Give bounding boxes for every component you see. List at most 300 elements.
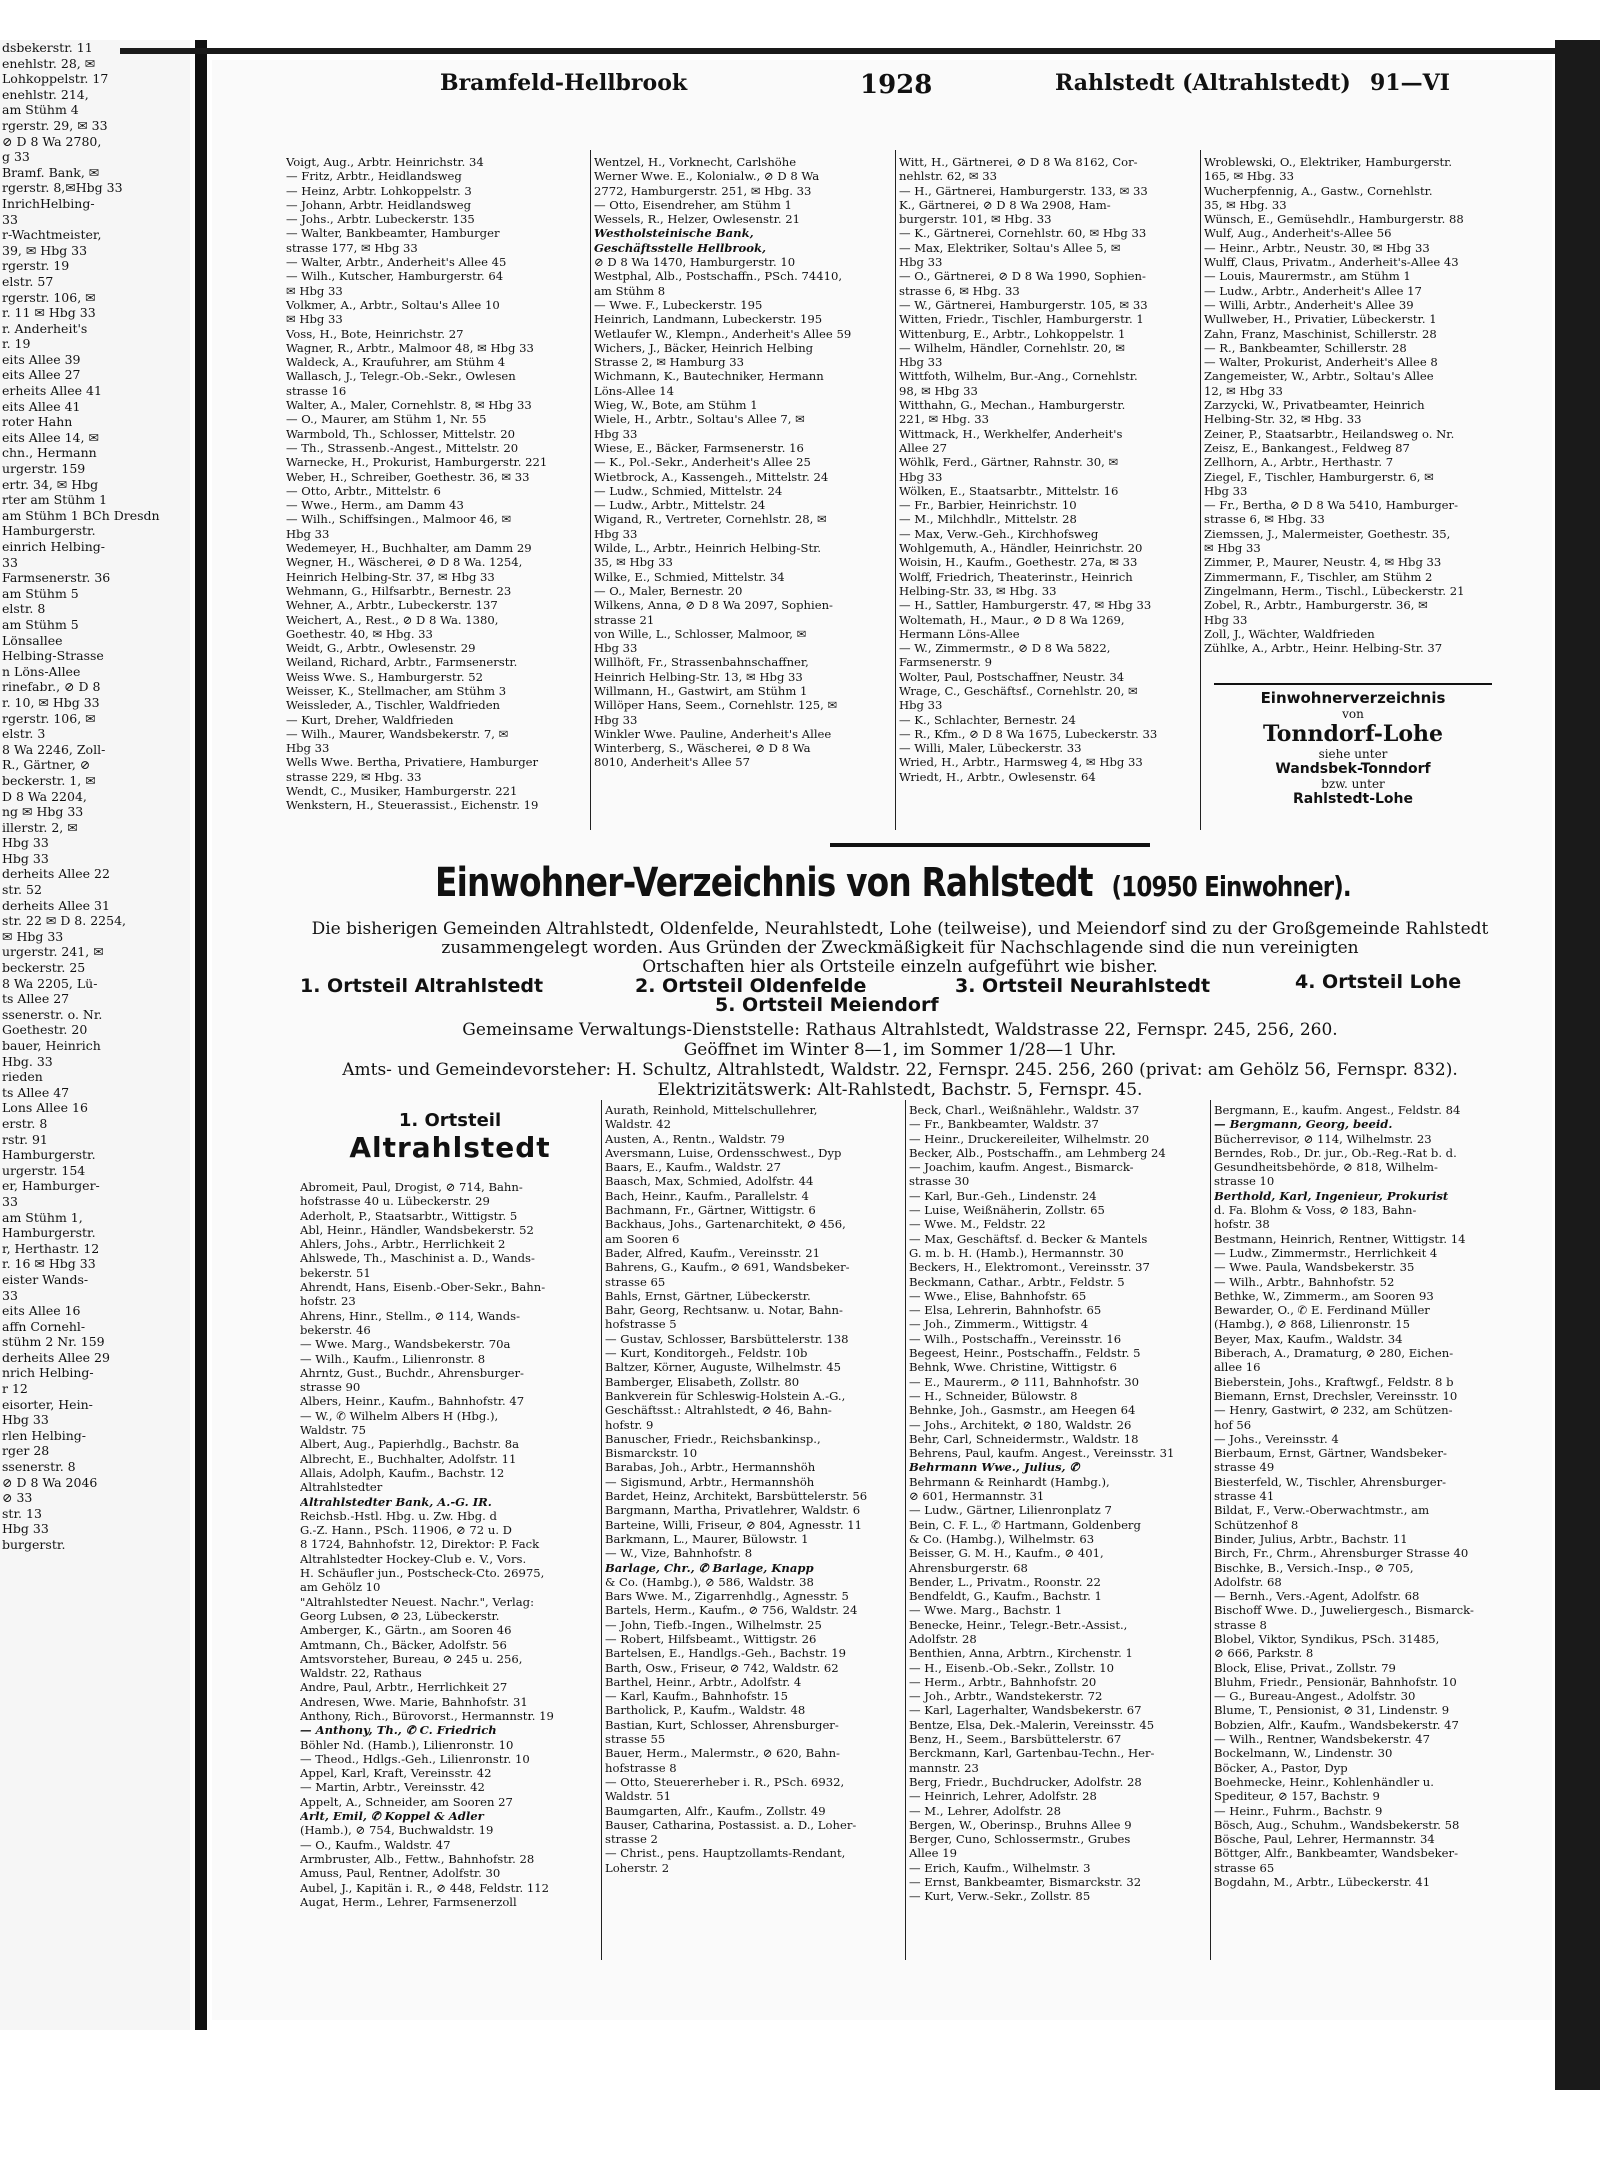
directory-entry-line: Loherstr. 2	[605, 1860, 670, 1875]
lower-column-4	[1214, 1103, 1510, 1963]
directory-entry-line: Behrmann & Reinhardt (Hambg.),	[909, 1474, 1110, 1489]
directory-entry-line: Wried, H., Arbtr., Harmsweg 4, ✉ Hbg 33	[899, 755, 1143, 770]
directory-entry-line: Albrecht, E., Buchhalter, Adolfstr. 11	[300, 1451, 517, 1466]
directory-entry-line: Helbing-Strasse	[2, 648, 104, 664]
directory-entry-line: strasse 8	[1214, 1617, 1267, 1632]
directory-entry-line: Bösche, Paul, Lehrer, Hermannstr. 34	[1214, 1832, 1435, 1847]
directory-entry-line: Bauser, Catharina, Postassist. a. D., Loher-	[605, 1817, 857, 1832]
column-divider	[1200, 150, 1201, 830]
directory-entry-line: R., Gärtner, ⊘	[2, 757, 91, 773]
directory-entry-line: Waldstr. 42	[605, 1117, 671, 1132]
directory-entry-line: Geschäftsst.: Altrahlstedt, ⊘ 46, Bahn-	[605, 1403, 832, 1418]
directory-entry-line: Böcker, A., Pastor, Dyp	[1214, 1760, 1348, 1775]
directory-entry-line: strasse 49	[1214, 1460, 1275, 1475]
directory-entry-line: 33	[2, 1287, 18, 1303]
directory-entry-line: Wigand, R., Vertreter, Cornehlstr. 28, ✉	[594, 512, 827, 527]
directory-entry-line: Wichmann, K., Bautechniker, Hermann	[594, 369, 824, 384]
directory-entry-line: Birch, Fr., Chrm., Ahrensburger Strasse 40	[1214, 1546, 1469, 1561]
directory-entry-line: — Wwe. Marg., Bachstr. 1	[909, 1603, 1063, 1618]
directory-entry-line: burgerstr. 101, ✉ Hbg. 33	[899, 212, 1052, 227]
directory-entry-line: Wulff, Claus, Privatm., Anderheit's-Allee 43	[1204, 255, 1459, 270]
directory-entry-line: ng ✉ Hbg 33	[2, 804, 84, 820]
directory-entry-line: Warnecke, H., Prokurist, Hamburgerstr. 221	[286, 455, 548, 470]
directory-entry-line: Gesundheitsbehörde, ⊘ 818, Wilhelm-	[1214, 1160, 1438, 1175]
directory-entry-line: (Hambg.), ⊘ 868, Lilienronstr. 15	[1214, 1317, 1411, 1332]
directory-entry-line: — Walter, Bankbeamter, Hamburger	[286, 226, 500, 241]
directory-entry-line: Böttger, Alfr., Bankbeamter, Wandsbeker-	[1214, 1846, 1458, 1861]
directory-entry-line: Geschäftsstelle Hellbrook,	[594, 240, 767, 255]
directory-entry-line: Lons Allee 16	[2, 1100, 88, 1116]
directory-entry-line: Bismarckstr. 10	[605, 1446, 698, 1461]
directory-entry-line: — Wilh., Kaufm., Lilienronstr. 8	[300, 1351, 486, 1366]
directory-entry-line: rgerstr. 29, ✉ 33	[2, 117, 108, 133]
directory-entry-line: ssenerstr. 8	[2, 1459, 76, 1475]
directory-entry-line: Beyer, Max, Kaufm., Waldstr. 34	[1214, 1331, 1403, 1346]
directory-entry-line: InrichHelbing-	[2, 195, 95, 211]
district-5: 5. Ortsteil Meiendorf	[715, 994, 939, 1016]
directory-entry-line: Wöhlk, Ferd., Gärtner, Rahnstr. 30, ✉	[899, 455, 1119, 470]
directory-entry-line: — Willi, Maler, Lübeckerstr. 33	[899, 741, 1082, 756]
directory-entry-line: Beisser, G. M. H., Kaufm., ⊘ 401,	[909, 1546, 1104, 1561]
directory-entry-line: Armbruster, Alb., Fettw., Bahnhofstr. 28	[300, 1851, 535, 1866]
directory-entry-line: K., Gärtnerei, ⊘ D 8 Wa 2908, Ham-	[899, 197, 1111, 212]
directory-entry-line: Bischoff Wwe. D., Juweliergesch., Bismarck-	[1214, 1603, 1474, 1618]
directory-entry-line: — W., Gärtnerei, Hamburgerstr. 105, ✉ 33	[899, 297, 1148, 312]
directory-entry-line: Wentzel, H., Vorknecht, Carlshöhe	[594, 155, 797, 169]
directory-entry-line: Helbing-Str. 32, ✉ Hbg. 33	[1204, 412, 1362, 427]
column-divider	[590, 150, 591, 830]
directory-entry-line: Spediteur, ⊘ 157, Bachstr. 9	[1214, 1789, 1380, 1804]
directory-entry-line: Voigt, Aug., Arbtr. Heinrichstr. 34	[286, 155, 484, 169]
directory-entry-line: Bastian, Kurt, Schlosser, Ahrensburger-	[605, 1717, 839, 1732]
directory-entry-line: am Stühm 5	[2, 616, 79, 632]
directory-entry-line: eits Allee 41	[2, 398, 81, 414]
info-line: Geöffnet im Winter 8—1, im Sommer 1/28—1 Uhr.	[683, 1040, 1117, 1060]
directory-entry-line: — Max, Elektriker, Soltau's Allee 5, ✉	[899, 240, 1121, 255]
directory-entry-line: Beckmann, Cathar., Arbtr., Feldstr. 5	[909, 1274, 1125, 1289]
directory-entry-line: ts Allee 47	[2, 1084, 70, 1100]
directory-entry-line: Beckers, H., Elektromont., Vereinsstr. 37	[909, 1260, 1150, 1275]
directory-entry-line: — O., Gärtnerei, ⊘ D 8 Wa 1990, Sophien-	[899, 269, 1146, 284]
directory-entry-line: G. m. b. H. (Hamb.), Hermannstr. 30	[909, 1245, 1124, 1260]
directory-entry-line: strasse 6, ✉ Hbg. 33	[1204, 512, 1325, 527]
directory-entry-line: Ziegel, F., Tischler, Hamburgerstr. 6, ✉	[1204, 469, 1434, 484]
directory-entry-line: Becker, Alb., Postschaffn., am Lehmberg 24	[909, 1145, 1166, 1160]
directory-entry-line: ⊘ D 8 Wa 1470, Hamburgerstr. 10	[594, 255, 796, 270]
directory-entry-line: rinefabr., ⊘ D 8	[2, 679, 101, 695]
directory-entry-line: Austen, A., Rentn., Waldstr. 79	[605, 1131, 785, 1146]
intro-text	[300, 920, 1500, 977]
column-divider	[601, 1100, 602, 1960]
directory-entry-line: Andresen, Wwe. Marie, Bahnhofstr. 31	[300, 1694, 528, 1709]
directory-entry-line: Böhler Nd. (Hamb.), Lilienronstr. 10	[300, 1737, 514, 1752]
directory-entry-line: strasse 90	[300, 1380, 361, 1395]
directory-entry-line: Hbg. 33	[2, 1053, 53, 1069]
directory-entry-line: 35, ✉ Hbg 33	[594, 555, 673, 570]
directory-entry-line: strasse 16	[286, 383, 347, 398]
administration-info	[300, 1020, 1500, 1100]
cross-reference-siehe: siehe unter	[1318, 747, 1388, 761]
directory-entry-line: Willmann, H., Gastwirt, am Stühm 1	[594, 683, 808, 698]
directory-entry-line: Appelt, A., Schneider, am Sooren 27	[300, 1794, 513, 1809]
header-year: 1928	[860, 70, 933, 100]
directory-entry-line: Block, Elise, Privat., Zollstr. 79	[1214, 1660, 1396, 1675]
directory-entry-line: — Wwe. Paula, Wandsbekerstr. 35	[1214, 1260, 1415, 1275]
directory-entry-line: — Joh., Arbtr., Wandstekerstr. 72	[909, 1689, 1103, 1704]
directory-entry-line: Wünsch, E., Gemüsehdlr., Hamburgerstr. 88	[1204, 212, 1464, 227]
directory-entry-line: 2772, Hamburgerstr. 251, ✉ Hbg. 33	[594, 183, 812, 198]
directory-entry-line: — Wilhelm, Händler, Cornehlstr. 20, ✉	[899, 340, 1125, 355]
directory-entry-line: — Kurt, Konditorgeh., Feldstr. 10b	[605, 1346, 808, 1361]
right-edge-shadow	[1555, 40, 1600, 2090]
directory-entry-line: — Elsa, Lehrerin, Bahnhofstr. 65	[909, 1303, 1102, 1318]
directory-entry-line: Hbg 33	[594, 712, 638, 727]
directory-entry-line: — Sigismund, Arbtr., Hermannshöh	[605, 1474, 815, 1489]
directory-entry-line: Wiele, H., Arbtr., Soltau's Allee 7, ✉	[594, 412, 805, 427]
directory-entry-line: Aubel, J., Kapitän i. R., ⊘ 448, Feldstr. 112	[300, 1880, 549, 1895]
directory-entry-line: Behr, Carl, Schneidermstr., Waldstr. 18	[909, 1431, 1139, 1446]
directory-entry-line: enehlstr. 214,	[2, 86, 89, 102]
header-right-title: Rahlstedt (Altrahlstedt)	[1055, 70, 1351, 96]
directory-entry-line: strasse 177, ✉ Hbg 33	[286, 240, 418, 255]
directory-entry-line: Berger, Cuno, Schlossermstr., Grubes	[909, 1832, 1131, 1847]
directory-entry-line: elstr. 3	[2, 726, 46, 742]
directory-entry-line: Bartholick, P., Kaufm., Waldstr. 48	[605, 1703, 806, 1718]
directory-entry-line: — Erich, Kaufm., Wilhelmstr. 3	[909, 1860, 1091, 1875]
directory-entry-line: Bieberstein, Johs., Kraftwgf., Feldstr. 8 b	[1214, 1374, 1454, 1389]
cross-reference-von: von	[1342, 707, 1364, 721]
directory-entry-line: — Ludw., Gärtner, Lilienronplatz 7	[909, 1503, 1112, 1518]
directory-entry-line: urgerstr. 159	[2, 461, 86, 477]
directory-entry-line: Backhaus, Johs., Gartenarchitekt, ⊘ 456,	[605, 1217, 846, 1232]
directory-entry-line: 165, ✉ Hbg. 33	[1204, 169, 1294, 184]
directory-entry-line: Waldstr. 22, Rathaus	[300, 1666, 422, 1681]
directory-entry-line: Wohlgemuth, A., Händler, Heinrichstr. 20	[899, 541, 1143, 556]
section-heading-small: 1. Ortsteil	[398, 1110, 502, 1131]
directory-entry-line: Barkmann, L., Maurer, Bülowstr. 1	[605, 1531, 809, 1546]
directory-entry-line: Wucherpfennig, A., Gastw., Cornehlstr.	[1204, 183, 1433, 198]
directory-entry-line: Boehmecke, Heinr., Kohlenhändler u.	[1214, 1774, 1434, 1789]
directory-entry-line: g 33	[2, 149, 30, 165]
directory-entry-line: — Walter, Prokurist, Anderheit's Allee 8	[1204, 355, 1438, 370]
directory-entry-line: Woltemath, H., Maur., ⊘ D 8 Wa 1269,	[899, 612, 1125, 627]
directory-entry-line: affn Cornehl-	[2, 1318, 86, 1334]
directory-entry-line: Heinrich Helbing-Str. 13, ✉ Hbg 33	[594, 669, 803, 684]
directory-entry-line: r. 19	[2, 336, 31, 352]
top-edge-shadow	[120, 48, 1560, 54]
directory-entry-line: Hbg 33	[899, 255, 943, 270]
directory-entry-line: Wagner, R., Arbtr., Malmoor 48, ✉ Hbg 33	[286, 340, 534, 355]
directory-entry-line: Wehmann, G., Hilfsarbtr., Bernestr. 23	[286, 583, 512, 598]
directory-entry-line: Woisin, H., Kaufm., Goethestr. 27a, ✉ 33	[899, 555, 1138, 570]
directory-entry-line: ✉ Hbg 33	[286, 312, 343, 327]
upper-column-4	[1204, 155, 1502, 675]
directory-entry-line: Goethestr. 20	[2, 1022, 88, 1038]
directory-entry-line: Barabas, Joh., Arbtr., Hermannshöh	[605, 1460, 816, 1475]
upper-column-1	[286, 155, 586, 835]
directory-entry-line: — Max, Verw.-Geh., Kirchhofsweg	[899, 526, 1099, 541]
directory-entry-line: G.-Z. Hann., PSch. 11906, ⊘ 72 u. D	[300, 1523, 512, 1538]
directory-entry-line: am Stühm 1 BCh Dresdn	[2, 507, 160, 523]
directory-entry-line: 221, ✉ Hbg. 33	[899, 412, 989, 427]
directory-entry-line: Begeest, Heinr., Postschaffn., Feldstr. 5	[909, 1346, 1141, 1361]
directory-entry-line: er, Hamburger-	[2, 1178, 100, 1194]
directory-entry-line: Wittmack, H., Werkhelfer, Anderheit's	[899, 426, 1123, 441]
directory-entry-line: burgerstr.	[2, 1537, 66, 1552]
lower-column-1	[300, 1180, 598, 1960]
directory-entry-line: — Anthony, Th., ✆ C. Friedrich	[300, 1723, 497, 1738]
directory-entry-line: Winkler Wwe. Pauline, Anderheit's Allee	[594, 726, 832, 741]
directory-entry-line: Hermann Löns-Allee	[899, 626, 1020, 641]
directory-entry-line: Bergmann, E., kaufm. Angest., Feldstr. 84	[1214, 1103, 1461, 1117]
directory-entry-line: Altrahlstedter Bank, A.-G. IR.	[300, 1494, 492, 1509]
directory-entry-line: — Fr., Barbier, Heinrichstr. 10	[899, 498, 1077, 513]
directory-entry-line: Georg Lubsen, ⊘ 23, Lübeckerstr.	[300, 1608, 500, 1623]
header-left-title: Bramfeld-Hellbrook	[440, 70, 688, 96]
directory-entry-line: Zimmer, P., Maurer, Neustr. 4, ✉ Hbg 33	[1204, 555, 1442, 570]
directory-entry-line: Berckmann, Karl, Gartenbau-Techn., Her-	[909, 1746, 1155, 1761]
directory-entry-line: — E., Maurerm., ⊘ 111, Bahnhofstr. 30	[909, 1374, 1140, 1389]
directory-entry-line: nrich Helbing-	[2, 1365, 94, 1381]
cross-reference-rule	[1214, 683, 1492, 685]
directory-entry-line: von Wille, L., Schlosser, Malmoor, ✉	[594, 626, 807, 641]
directory-entry-line: — K., Schlachter, Bernestr. 24	[899, 712, 1076, 727]
directory-entry-line: r. 16 ✉ Hbg 33	[2, 1256, 96, 1272]
directory-entry-line: Bachmann, Fr., Gärtner, Wittigstr. 6	[605, 1203, 816, 1218]
directory-entry-line: Wells Wwe. Bertha, Privatiere, Hamburger	[286, 755, 539, 770]
directory-entry-line: Farmsenerstr. 36	[2, 570, 111, 586]
directory-entry-line: Aversmann, Luise, Ordensschwest., Dyp	[605, 1145, 842, 1160]
directory-entry-line: Walter, A., Maler, Cornehlstr. 8, ✉ Hbg 33	[286, 398, 532, 413]
directory-entry-line: Hbg 33	[1204, 483, 1248, 498]
directory-entry-line: — Kurt, Dreher, Waldfrieden	[286, 712, 454, 727]
cross-reference-line2: Rahlstedt-Lohe	[1292, 791, 1414, 807]
directory-entry-line: (Hamb.), ⊘ 754, Buchwaldstr. 19	[300, 1823, 494, 1838]
directory-entry-line: Wriedt, H., Arbtr., Owlesenstr. 64	[899, 769, 1096, 784]
directory-entry-line: — O., Maler, Bernestr. 20	[594, 583, 743, 598]
directory-entry-line: chn., Hermann	[2, 445, 97, 461]
directory-entry-line: Bösch, Aug., Schuhm., Wandsbekerstr. 58	[1214, 1817, 1460, 1832]
directory-entry-line: eits Allee 14, ✉	[2, 429, 99, 445]
directory-entry-line: Baasch, Max, Schmied, Adolfstr. 44	[605, 1174, 814, 1189]
directory-entry-line: — Wwe. M., Feldstr. 22	[909, 1217, 1046, 1232]
directory-entry-line: rgerstr. 106, ✉	[2, 289, 96, 305]
directory-entry-line: Voss, H., Bote, Heinrichstr. 27	[286, 326, 464, 341]
directory-entry-line: — Joh., Zimmerm., Wittigstr. 4	[909, 1317, 1089, 1332]
directory-entry-line: derheits Allee 31	[2, 897, 110, 913]
column-divider	[895, 150, 896, 830]
directory-entry-line: — Johs., Arbtr. Lubeckerstr. 135	[286, 212, 475, 227]
directory-entry-line: — Ludw., Schmied, Mittelstr. 24	[594, 483, 783, 498]
directory-entry-line: Farmsenerstr. 9	[899, 655, 993, 670]
section-heading-big: Altrahlstedt	[349, 1131, 551, 1164]
directory-entry-line: — Herm., Arbtr., Bahnhofstr. 20	[909, 1674, 1097, 1689]
directory-entry-line: Zangemeister, W., Arbtr., Soltau's Allee	[1204, 369, 1434, 384]
section-heading	[300, 1110, 600, 1164]
directory-entry-line: — Heinz, Arbtr. Lohkoppelstr. 3	[286, 183, 472, 198]
directory-entry-line: — H., Sattler, Hamburgerstr. 47, ✉ Hbg 33	[899, 598, 1152, 613]
directory-entry-line: hofstr. 38	[1214, 1217, 1270, 1232]
directory-entry-line: Blobel, Viktor, Syndikus, PSch. 31485,	[1214, 1631, 1440, 1646]
directory-entry-line: strasse 229, ✉ Hbg. 33	[286, 769, 422, 784]
directory-entry-line: Benz, H., Seem., Barsbüttelerstr. 67	[909, 1732, 1122, 1747]
directory-entry-line: — Wwe. Marg., Wandsbekerstr. 70a	[300, 1337, 511, 1352]
directory-entry-line: r-Wachtmeister,	[2, 227, 102, 243]
lower-column-3	[909, 1103, 1209, 1963]
directory-entry-line: Lohkoppelstr. 17	[2, 71, 109, 87]
directory-entry-line: rter am Stühm 1	[2, 492, 108, 508]
directory-entry-line: — Th., Strassenb.-Angest., Mittelstr. 20	[286, 440, 519, 455]
directory-entry-line: — Karl, Kaufm., Bahnhofstr. 15	[605, 1689, 788, 1704]
directory-entry-line: beckerstr. 1, ✉	[2, 772, 96, 788]
info-line: Amts- und Gemeindevorsteher: H. Schultz, Altrahlstedt, Waldstr. 22, Fernspr. 245. 256, 260 (privat: am Gehölz 56, Fernspr. 832).	[342, 1060, 1458, 1080]
directory-entry-line: strasse 21	[594, 612, 655, 627]
directory-entry-line: 35, ✉ Hbg. 33	[1204, 197, 1287, 212]
directory-entry-line: — Wilh., Kutscher, Hamburgerstr. 64	[286, 269, 504, 284]
directory-entry-line: — G., Bureau-Angest., Adolfstr. 30	[1214, 1689, 1416, 1704]
directory-entry-line: am Stühm 5	[2, 585, 79, 601]
cross-reference-bzw: bzw. unter	[1321, 777, 1385, 791]
directory-entry-line: — Otto, Arbtr., Mittelstr. 6	[286, 483, 441, 498]
directory-entry-line: Appel, Karl, Kraft, Vereinsstr. 42	[300, 1766, 492, 1781]
directory-entry-line: str. 22 ✉ D 8. 2254,	[2, 913, 126, 929]
directory-entry-line: Hamburgerstr.	[2, 1225, 96, 1241]
info-line: Gemeinsame Verwaltungs-Dienststelle: Rathaus Altrahlstedt, Waldstrasse 22, Fernspr. 245, 256, 260.	[462, 1020, 1338, 1040]
directory-entry-line: ts Allee 27	[2, 991, 70, 1007]
directory-entry-line: strasse 41	[1214, 1489, 1275, 1504]
directory-entry-line: — Henry, Gastwirt, ⊘ 232, am Schützen-	[1214, 1403, 1453, 1418]
directory-entry-line: Weiland, Richard, Arbtr., Farmsenerstr.	[286, 655, 518, 670]
directory-entry-line: Bartels, Herm., Kaufm., ⊘ 756, Waldstr. 24	[605, 1603, 858, 1618]
directory-entry-line: Zeiner, P., Staatsarbtr., Heilandsweg o. Nr.	[1204, 426, 1455, 441]
directory-entry-line: — Ludw., Arbtr., Anderheit's Allee 17	[1204, 283, 1422, 298]
directory-entry-line: Barthel, Heinr., Arbtr., Adolfstr. 4	[605, 1674, 802, 1689]
directory-entry-line: bauer, Heinrich	[2, 1038, 101, 1053]
directory-entry-line: am Sooren 6	[605, 1231, 680, 1246]
directory-entry-line: hofstr. 23	[300, 1294, 356, 1309]
book-spine	[195, 40, 207, 2030]
directory-entry-line: Helbing-Str. 33, ✉ Hbg. 33	[899, 583, 1057, 598]
directory-entry-line: Abl, Heinr., Händler, Wandsbekerstr. 52	[300, 1222, 534, 1237]
directory-entry-line: am Stühm 4	[2, 102, 79, 118]
directory-entry-line: — Joachim, kaufm. Angest., Bismarck-	[909, 1160, 1134, 1175]
directory-entry-line: rieden	[2, 1069, 43, 1085]
directory-entry-line: Winterberg, S., Wäscherei, ⊘ D 8 Wa	[594, 741, 811, 756]
directory-entry-line: Wullweber, H., Privatier, Lübeckerstr. 1	[1204, 312, 1437, 327]
directory-entry-line: rgerstr. 106, ✉	[2, 710, 96, 726]
directory-entry-line: 39, ✉ Hbg 33	[2, 242, 88, 258]
directory-entry-line: Bars Wwe. M., Zigarrenhdlg., Agnesstr. 5	[605, 1589, 849, 1604]
directory-entry-line: Wrage, C., Geschäftsf., Cornehlstr. 20, ✉	[899, 683, 1138, 698]
directory-entry-line: Wenkstern, H., Steuerassist., Eichenstr. 19	[286, 798, 539, 813]
main-title-text: Einwohner-Verzeichnis von Rahlstedt	[435, 860, 1093, 906]
directory-entry-line: hofstrasse 8	[605, 1760, 677, 1775]
directory-entry-line: Bischke, B., Versich.-Insp., ⊘ 705,	[1214, 1560, 1414, 1575]
directory-entry-line: — Martin, Arbtr., Vereinsstr. 42	[300, 1780, 485, 1795]
directory-entry-line: — K., Gärtnerei, Cornehlstr. 60, ✉ Hbg 33	[899, 226, 1147, 241]
directory-entry-line: — Fr., Bertha, ⊘ D 8 Wa 5410, Hamburger-	[1204, 498, 1458, 513]
directory-entry-line: Bartelsen, E., Handlgs.-Geh., Bachstr. 19	[605, 1646, 846, 1661]
directory-entry-line: strasse 30	[909, 1174, 970, 1189]
directory-entry-line: Strasse 2, ✉ Hamburg 33	[594, 355, 744, 370]
cross-reference-line1: Wandsbek-Tonndorf	[1275, 761, 1431, 777]
lower-column-2	[605, 1103, 901, 1963]
left-page-fragment	[0, 40, 190, 2030]
directory-entry-line: — Luise, Weißnäherin, Zollstr. 65	[909, 1203, 1105, 1218]
directory-entry-line: — Wwe., Herm., am Damm 43	[286, 498, 464, 513]
directory-entry-line: Barteine, Willi, Friseur, ⊘ 804, Agnesstr. 11	[605, 1517, 862, 1532]
directory-entry-line: Barth, Osw., Friseur, ⊘ 742, Waldstr. 62	[605, 1660, 839, 1675]
directory-entry-line: Waldeck, A., Kraufuhrer, am Stühm 4	[286, 355, 506, 370]
header-page-number: 91—VI	[1370, 70, 1450, 96]
directory-entry-line: & Co. (Hambg.), Wilhelmstr. 63	[909, 1531, 1095, 1546]
directory-entry-line: Wedemeyer, H., Buchhalter, am Damm 29	[286, 541, 532, 556]
directory-entry-line: 12, ✉ Hbg 33	[1204, 383, 1283, 398]
directory-entry-line: Zeisz, E., Bankangest., Feldweg 87	[1204, 440, 1410, 455]
directory-entry-line: — Bernh., Vers.-Agent, Adolfstr. 68	[1214, 1589, 1420, 1604]
directory-entry-line: Hbg 33	[594, 426, 638, 441]
directory-entry-line: ⊘ D 8 Wa 2046	[2, 1474, 98, 1490]
directory-entry-line: 8 Wa 2205, Lü-	[2, 975, 98, 991]
directory-entry-line: r, Herthastr. 12	[2, 1240, 100, 1256]
directory-entry-line: ertr. 34, ✉ Hbg	[2, 476, 99, 492]
directory-entry-line: 33	[2, 554, 18, 570]
directory-entry-line: Bildat, F., Verw.-Oberwachtmstr., am	[1214, 1503, 1430, 1518]
directory-entry-line: Wendt, C., Musiker, Hamburgerstr. 221	[286, 784, 518, 799]
main-title	[435, 860, 1351, 906]
directory-entry-line: — Robert, Hilfsbeamt., Wittigstr. 26	[605, 1631, 817, 1646]
directory-entry-line: — H., Eisenb.-Ob.-Sekr., Zollstr. 10	[909, 1660, 1115, 1675]
directory-entry-line: eits Allee 39	[2, 351, 81, 367]
directory-entry-line: ⊘ 601, Hermannstr. 31	[909, 1489, 1045, 1504]
directory-entry-line: Berthold, Karl, Ingenieur, Prokurist	[1214, 1188, 1449, 1203]
directory-entry-line: — Otto, Steuererheber i. R., PSch. 6932,	[605, 1774, 845, 1789]
directory-entry-line: Bahls, Ernst, Gärtner, Lübeckerstr.	[605, 1288, 811, 1303]
directory-entry-line: Behnk, Wwe. Christine, Wittigstr. 6	[909, 1360, 1117, 1375]
directory-entry-line: elstr. 57	[2, 273, 54, 289]
directory-entry-line: Allee 27	[899, 440, 947, 455]
cross-reference-title: Einwohnerverzeichnis	[1260, 689, 1446, 707]
directory-entry-line: Bierbaum, Ernst, Gärtner, Wandsbeker-	[1214, 1446, 1447, 1461]
directory-entry-line: Wittfoth, Wilhelm, Bur.-Ang., Cornehlstr.	[899, 369, 1138, 384]
directory-entry-line: — Willi, Arbtr., Anderheit's Allee 39	[1204, 297, 1414, 312]
directory-entry-line: Bewarder, O., ✆ E. Ferdinand Müller	[1214, 1303, 1430, 1318]
directory-entry-line: Altrahlstedter	[300, 1480, 383, 1495]
directory-entry-line: D 8 Wa 2204,	[2, 788, 87, 804]
directory-entry-line: Löns-Allee 14	[594, 383, 674, 398]
directory-entry-line: Wolff, Friedrich, Theaterinstr., Heinrich	[899, 569, 1133, 584]
directory-entry-line: — M., Milchhdlr., Mittelstr. 28	[899, 512, 1077, 527]
directory-entry-line: Berndes, Rob., Dr. jur., Ob.-Reg.-Rat b. d.	[1214, 1145, 1457, 1160]
directory-entry-line: Amberger, K., Gärtn., am Sooren 46	[300, 1623, 512, 1638]
directory-entry-line: Hbg 33	[2, 850, 49, 866]
directory-entry-line: erheits Allee 41	[2, 383, 102, 399]
directory-entry-line: Bader, Alfred, Kaufm., Vereinsstr. 21	[605, 1245, 820, 1260]
directory-entry-line: Westholsteinische Bank,	[594, 226, 754, 241]
column-divider	[905, 1100, 906, 1960]
directory-entry-line: dsbekerstr. 11	[2, 40, 93, 55]
directory-entry-line: bekerstr. 46	[300, 1322, 371, 1337]
directory-entry-line: eisorter, Hein-	[2, 1396, 93, 1412]
directory-entry-line: Wölken, E., Staatsarbtr., Mittelstr. 16	[899, 483, 1119, 498]
directory-entry-line: hofstr. 9	[605, 1417, 654, 1432]
directory-entry-line: rstr. 91	[2, 1131, 48, 1147]
directory-entry-line: Heinrich, Landmann, Lubeckerstr. 195	[594, 312, 823, 327]
directory-entry-line: Bargmann, Martha, Privatlehrer, Waldstr. 6	[605, 1503, 861, 1518]
directory-entry-line: Beck, Charl., Weißnählehr., Waldstr. 37	[909, 1103, 1140, 1117]
directory-entry-line: Zingelmann, Herm., Tischl., Lübeckerstr. 21	[1204, 583, 1465, 598]
directory-entry-line: Adolfstr. 28	[909, 1631, 977, 1646]
